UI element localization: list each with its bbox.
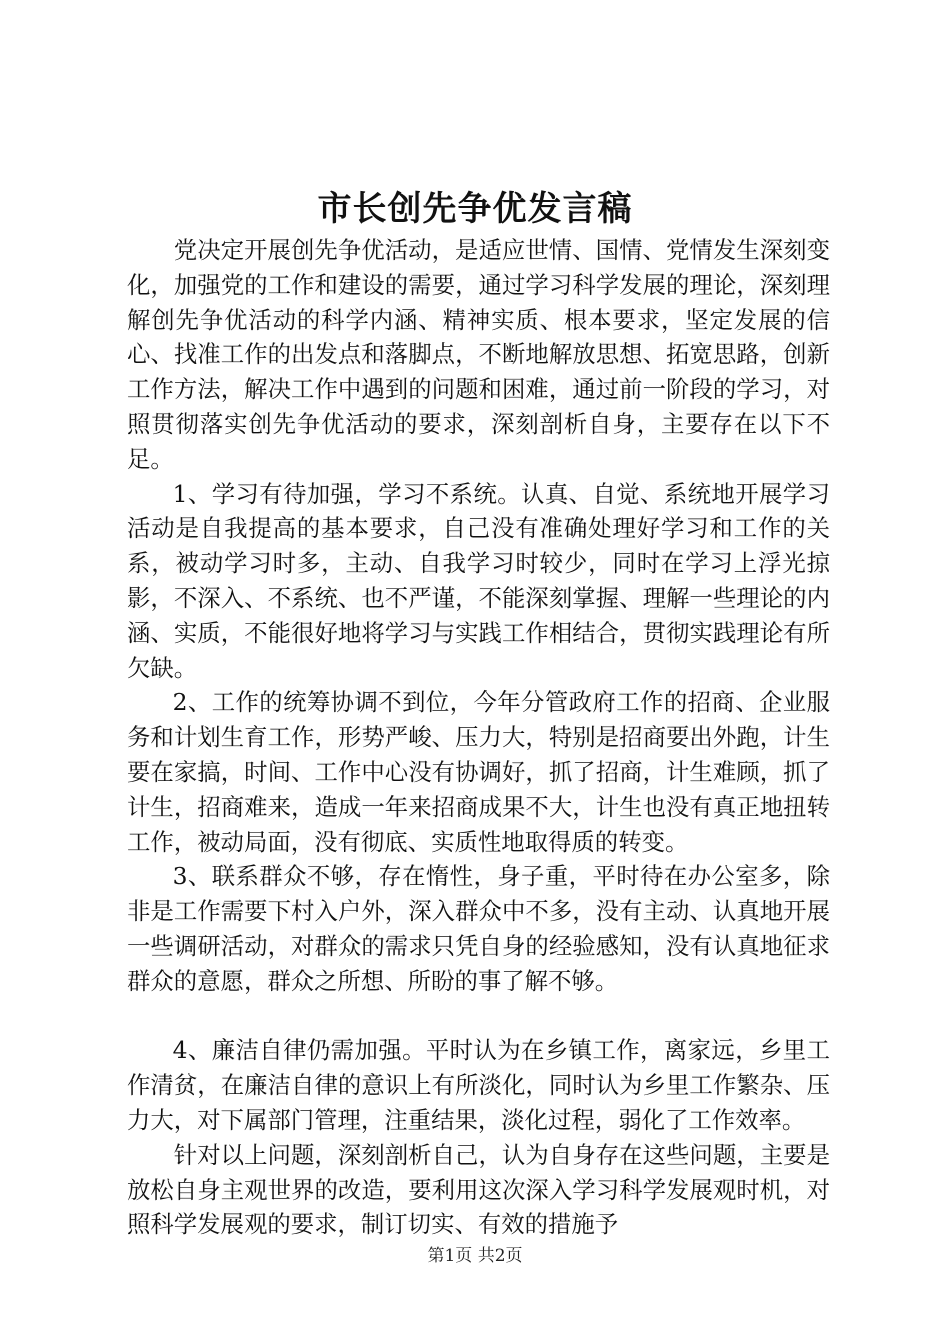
paragraph-point-2: 2、工作的统筹协调不到位，今年分管政府工作的招商、企业服务和计划生育工作，形势严峻、压力大，特别是招商要出外跑，计生要在家搞，时间、工作中心没有协调好，抓了招商，计生难顾，抓了计生，招商难来，造成一年来招商成果不大，计生也没有真正地扭转工作，被动局面，没有彻底、实质性地取得质的转变。 [127,688,830,856]
paragraph-point-1: 1、学习有待加强，学习不系统。认真、自觉、系统地开展学习活动是自我提高的基本要求，自己没有准确处理好学习和工作的关系，被动学习时多，主动、自我学习时较少，同时在学习上浮光掠影，不深入、不系统、也不严谨，不能深刻掌握、理解一些理论的内涵、实质，不能很好地将学习与实践工作相结合，贯彻实践理论有所欠缺。 [127,479,830,682]
document-title: 市长创先争优发言稿 [317,189,633,229]
paragraph-point-4: 4、廉洁自律仍需加强。平时认为在乡镇工作，离家远，乡里工作清贫，在廉洁自律的意识上有所淡化，同时认为乡里工作繁杂、压力大，对下属部门管理，注重结果，淡化过程，弱化了工作效率。 [127,1036,830,1134]
paragraph-point-3: 3、联系群众不够，存在惰性，身子重，平时待在办公室多，除非是工作需要下村入户外，深入群众中不多，没有主动、认真地开展一些调研活动，对群众的需求只凭自身的经验感知，没有认真地征求群众的意愿，群众之所想、所盼的事了解不够。 [127,862,830,995]
document-body [127,233,830,1242]
page-footer: 第1页 共2页 [427,1246,523,1266]
paragraph-intro: 党决定开展创先争优活动，是适应世情、国情、党情发生深刻变化，加强党的工作和建设的需要，通过学习科学发展的理论，深刻理解创先争优活动的科学内涵、精神实质、根本要求，坚定发展的信心、找准工作的出发点和落脚点，不断地解放思想、拓宽思路，创新工作方法，解决工作中遇到的问题和困难，通过前一阶段的学习，对照贯彻落实创先争优活动的要求，深刻剖析自身，主要存在以下不足。 [127,236,830,473]
paragraph-gap [127,999,830,1034]
paragraph-conclusion: 针对以上问题，深刻剖析自己，认为自身存在这些问题，主要是放松自身主观世界的改造，要利用这次深入学习科学发展观时机，对照科学发展观的要求，制订切实、有效的措施予 [127,1140,830,1239]
